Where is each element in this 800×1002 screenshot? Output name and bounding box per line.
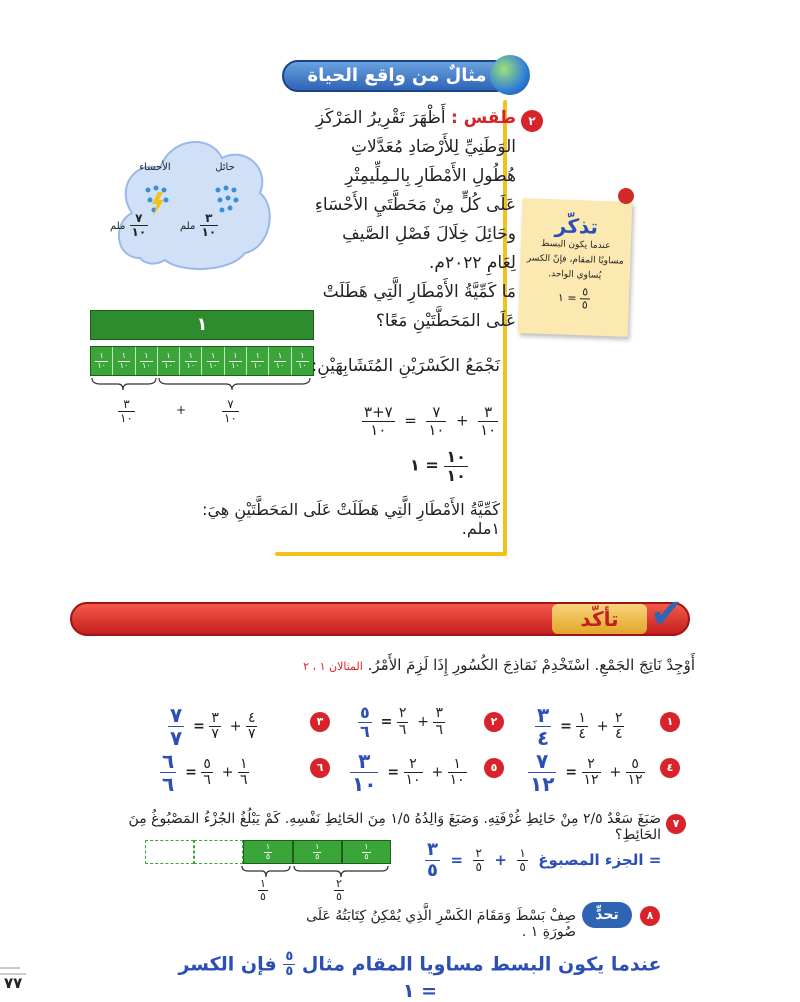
exercise-number: ١ bbox=[660, 712, 680, 732]
checkmark-icon: ✔ bbox=[650, 591, 684, 637]
wall-cell-empty bbox=[145, 840, 194, 864]
exercise-4: $\frac{٧}{١٢}$ = $\frac{٢}{١٢}$ + $\frac{٥}{١٢}$ bbox=[530, 749, 643, 796]
exercise-number: ٤ bbox=[660, 758, 680, 778]
tenth-cell: $\frac{١}{١٠}$ bbox=[202, 347, 224, 375]
station-value-hail: $\frac{٣}{١٠}$ ملم bbox=[180, 211, 217, 240]
frame-horizontal-line bbox=[275, 552, 507, 556]
note-line: عندما يكون البسط bbox=[540, 238, 611, 252]
exercise-number: ٥ bbox=[484, 758, 504, 778]
tenth-cell: $\frac{١}{١٠}$ bbox=[225, 347, 247, 375]
pin-icon bbox=[618, 188, 634, 204]
whole-bar: ١ bbox=[90, 310, 314, 340]
wall-label-2: $\frac{٢}{٥}$ bbox=[336, 877, 342, 904]
brace-label-right: $\frac{٧}{١٠}$ bbox=[224, 397, 237, 426]
problem-7-answer-label: الجزء المصبوغ = bbox=[538, 850, 662, 869]
wall-cell-painted: $\frac{١}{٥}$ bbox=[243, 840, 292, 864]
tenth-cell: $\frac{١}{١٠}$ bbox=[292, 347, 313, 375]
problem-line: وحَائِلَ خِلَالَ فَصْلِ الصَّيفِ bbox=[342, 224, 516, 244]
problem-8-text: صِفْ بَسْطَ وَمَقَامَ الكَسْرِ الَّذِي يُمْكِنُ كِتَابَتُهُ عَلَى صُورَةِ ١ . bbox=[306, 908, 576, 940]
problem-line: الوَطَنِيِّ لِلأَرْصَادِ مُعَدَّلاتِ bbox=[351, 137, 516, 157]
section-banner: مثالٌ من واقع الحياة bbox=[282, 60, 512, 92]
wall-model bbox=[145, 840, 391, 864]
problem-text bbox=[270, 104, 516, 336]
station-name-hail: حائل bbox=[215, 162, 235, 173]
problem-label: طقس : bbox=[451, 108, 516, 128]
instructions bbox=[230, 656, 695, 674]
problem-line: عَلَى كُلٍّ مِنْ مَحَطَّتَيِ الأَحْسَاءِ bbox=[314, 195, 516, 215]
problem-line: أَظْهَرَ تَقْرِيرُ المَرْكَزِ bbox=[315, 108, 446, 128]
note-line: يُساوي الواحد. bbox=[548, 269, 602, 281]
exercise-5: $\frac{٣}{١٠}$ = $\frac{٢}{١٠}$ + $\frac{١}{١٠}$ bbox=[352, 749, 465, 796]
exercise-number: ٦ bbox=[310, 758, 330, 778]
note-title: تذكّر bbox=[554, 213, 599, 239]
solution-equation-1: $\frac{٧+٣}{١٠}$ = $\frac{٧}{١٠}$ + $\frac{٣}{١٠}$ bbox=[364, 403, 497, 439]
exercise-number: ٣ bbox=[310, 712, 330, 732]
exercise-2: $\frac{٥}{٦}$ = $\frac{٢}{٦}$ + $\frac{٣}{٦}$ bbox=[360, 703, 444, 741]
instructions-text: أَوْجِدْ نَاتِجَ الجَمْعِ. اسْتَخْدِمْ نَمَاذِجَ الكُسُورِ إِذَا لَزِمَ الأَمْرُ. bbox=[367, 656, 695, 674]
problem-line: لِعَامِ ٢٠٢٢م. bbox=[429, 253, 516, 273]
tenth-cell: $\frac{١}{١٠}$ bbox=[247, 347, 269, 375]
station-value-ahsa: $\frac{٧}{١٠}$ ملم bbox=[110, 211, 147, 240]
problem-line: هُطُولِ الأَمْطَارِ بِالـمِلِّيمِتْرِ bbox=[345, 166, 516, 186]
tenth-cell: $\frac{١}{١٠}$ bbox=[136, 347, 158, 375]
tenth-cell: $\frac{١}{١٠}$ bbox=[113, 347, 135, 375]
tenth-cell: $\frac{١}{١٠}$ bbox=[180, 347, 202, 375]
cloud-illustration bbox=[110, 128, 275, 278]
tenths-bar bbox=[90, 346, 314, 376]
wall-label-1: $\frac{١}{٥}$ bbox=[260, 877, 266, 904]
instructions-ref: المثالان ١ ، ٢ bbox=[303, 660, 363, 673]
wall-cell-empty bbox=[194, 840, 243, 864]
reminder-note bbox=[518, 198, 633, 337]
station-name-ahsa: الأحساء bbox=[139, 162, 171, 173]
solution-conclusion: كَمِّيَّةُ الأَمْطَارِ الَّتِي هَطَلَتْ عَلَى المَحَطَّتَيْنِ هِيَ: ١ملم. bbox=[202, 500, 500, 538]
exercise-6: $\frac{٦}{٦}$ = $\frac{٥}{٦}$ + $\frac{١}{٦}$ bbox=[162, 749, 248, 796]
problem-line: مَا كَمِّيَّةُ الأَمْطَارِ الَّتِي هَطَلَتْ bbox=[322, 282, 516, 302]
note-line: مساويًا المقام، فإنّ الكسر bbox=[526, 253, 624, 267]
problem-8-answer: عندما يكون البسط مساويا المقام مثال $\frac{٥}{٥}$ فإن الكسر = ١ bbox=[178, 949, 662, 1002]
section-header-title: تأكّد bbox=[552, 604, 647, 634]
tenth-cell: $\frac{١}{١٠}$ bbox=[91, 347, 113, 375]
note-equation: ١ = $\frac{٥}{٥}$ bbox=[557, 285, 589, 312]
brace-label-left: $\frac{٣}{١٠}$ bbox=[120, 397, 133, 426]
wall-braces bbox=[240, 864, 392, 878]
challenge-badge: تحدٍّ bbox=[582, 902, 632, 928]
problem-7-number: ٧ bbox=[666, 814, 686, 834]
bar-braces bbox=[90, 376, 312, 392]
problem-number-badge: ٢ bbox=[521, 110, 543, 132]
exercise-1: $\frac{٣}{٤}$ = $\frac{١}{٤}$ + $\frac{٢}{٤}$ bbox=[537, 703, 623, 750]
problem-7-text: صَبَغَ سَعْدٌ ٢/٥ مِنْ حَائِطِ غُرْفَتِهِ. وَصَبَغَ وَالِدُهُ ١/٥ مِنَ الحَائِطِ نَفْسِهِ. كَمْ يَبْلُغُ الجُزْءُ المَصْبُوغُ مِنَ الحَائِطِ؟ bbox=[128, 811, 661, 843]
problem-7-answer: $\frac{٣}{٥}$ = $\frac{٢}{٥}$ + $\frac{١}{٥}$ الجزء المصبوغ = bbox=[427, 839, 662, 881]
page-number: ٧٧ bbox=[4, 974, 23, 992]
brace-plus: + bbox=[176, 403, 187, 417]
exercise-number: ٢ bbox=[484, 712, 504, 732]
wall-cell-painted: $\frac{١}{٥}$ bbox=[293, 840, 342, 864]
solution-equation-2: ١ = $\frac{١٠}{١٠}$ bbox=[410, 447, 466, 485]
problem-8-number: ٨ bbox=[640, 906, 660, 926]
solution-intro: نَجْمَعُ الكَسْرَيْنِ المُتَشَابِهَيْنِ: bbox=[311, 356, 500, 376]
exercise-3: $\frac{٧}{٧}$ = $\frac{٣}{٧}$ + $\frac{٤}{٧}$ bbox=[170, 703, 256, 750]
problem-line: عَلَى المَحَطَّتَيْنِ مَعًا؟ bbox=[375, 311, 516, 331]
wall-cell-painted: $\frac{١}{٥}$ bbox=[342, 840, 391, 864]
tenth-cell: $\frac{١}{١٠}$ bbox=[269, 347, 291, 375]
globe-icon bbox=[490, 55, 530, 95]
tenth-cell: $\frac{١}{١٠}$ bbox=[158, 347, 180, 375]
